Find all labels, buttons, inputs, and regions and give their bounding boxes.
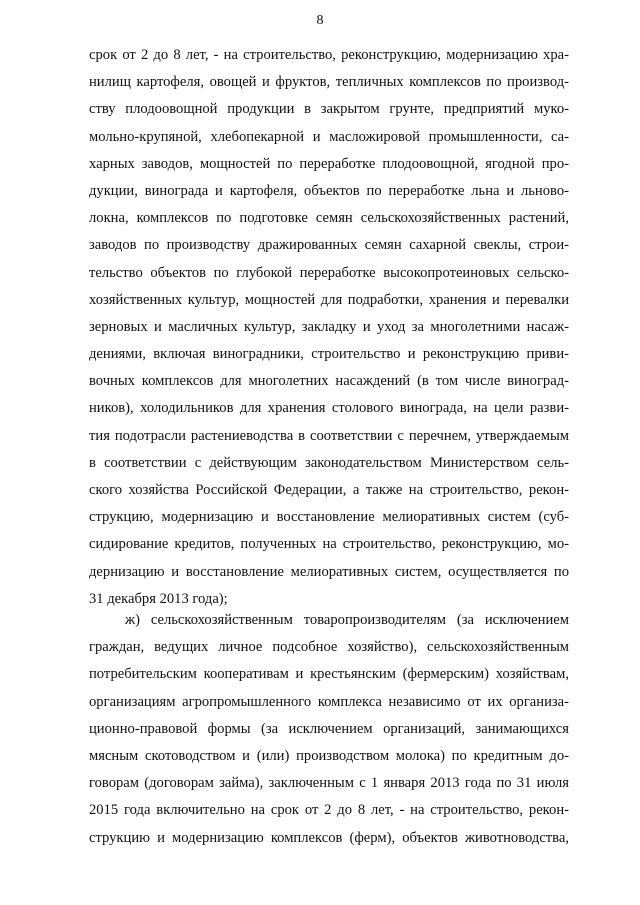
- text-line: заводов по производству дражированных семян сахарной свеклы, строи-: [89, 237, 569, 254]
- paragraph-1: [89, 42, 569, 613]
- text-line: мясным скотоводством и (или) производством молока) по кредитным до-: [89, 747, 569, 764]
- text-line: тия подотрасли растениеводства в соответствии с перечнем, утверждаемым: [89, 427, 569, 444]
- text-line: сидирование кредитов, полученных на строительство, реконструкцию, мо-: [89, 536, 569, 553]
- text-line: вочных комплексов для многолетних насаждений (в том числе виноград-: [89, 373, 569, 390]
- text-line: зерновых и масличных культур, закладку и уход за многолетними насаж-: [89, 318, 569, 335]
- text-line: ников), холодильников для хранения столового винограда, на цели разви-: [89, 400, 569, 417]
- paragraph-2: [89, 607, 569, 852]
- text-line: организациям агропромышленного комплекса независимо от их организа-: [89, 693, 569, 710]
- text-line: дукции, винограда и картофеля, объектов по переработке льна и льново-: [89, 182, 569, 199]
- text-line: харных заводов, мощностей по переработке плодоовощной, ягодной про-: [89, 155, 569, 172]
- text-line: в соответствии с действующим законодательством Министерством сель-: [89, 454, 569, 471]
- text-line: 2015 года включительно на срок от 2 до 8 лет, - на строительство, рекон-: [89, 802, 569, 819]
- text-line: 31 декабря 2013 года);: [89, 590, 228, 607]
- text-line: хозяйственных культур, мощностей для подработки, хранения и перевалки: [89, 291, 569, 308]
- text-line: говорам (договорам займа), заключенным с 1 января 2013 года по 31 июля: [89, 775, 569, 792]
- text-line: тельство объектов по глубокой переработке высокопротеиновых сельско-: [89, 264, 569, 281]
- text-line: ж) сельскохозяйственным товаропроизводителям (за исключением: [125, 612, 569, 628]
- text-line: ционно-правовой формы (за исключением организаций, занимающихся: [89, 720, 569, 737]
- text-line: струкцию и модернизацию комплексов (ферм), объектов животноводства,: [89, 829, 569, 846]
- text-line: ству плодоовощной продукции в закрытом грунте, предприятий муко-: [89, 101, 569, 118]
- text-line: дениями, включая виноградники, строительство и реконструкцию приви-: [89, 346, 569, 363]
- text-line: граждан, ведущих личное подсобное хозяйство), сельскохозяйственным: [89, 639, 569, 656]
- text-line: мольно-крупяной, хлебопекарной и масложировой промышленности, са-: [89, 128, 569, 145]
- text-line: дернизацию и восстановление мелиоративных систем, осуществляется по: [89, 563, 569, 580]
- text-line: нилищ картофеля, овощей и фруктов, тепличных комплексов по производ-: [89, 74, 569, 91]
- text-line: струкцию, модернизацию и восстановление мелиоративных систем (суб-: [89, 509, 569, 526]
- text-line: потребительским кооперативам и крестьянским (фермерским) хозяйствам,: [89, 666, 569, 683]
- text-line: локна, комплексов по подготовке семян сельскохозяйственных растений,: [89, 210, 569, 227]
- page-number: 8: [316, 13, 324, 28]
- text-line: срок от 2 до 8 лет, - на строительство, реконструкцию, модернизацию хра-: [89, 47, 569, 63]
- text-line: ского хозяйства Российской Федерации, а также на строительство, рекон-: [89, 482, 569, 498]
